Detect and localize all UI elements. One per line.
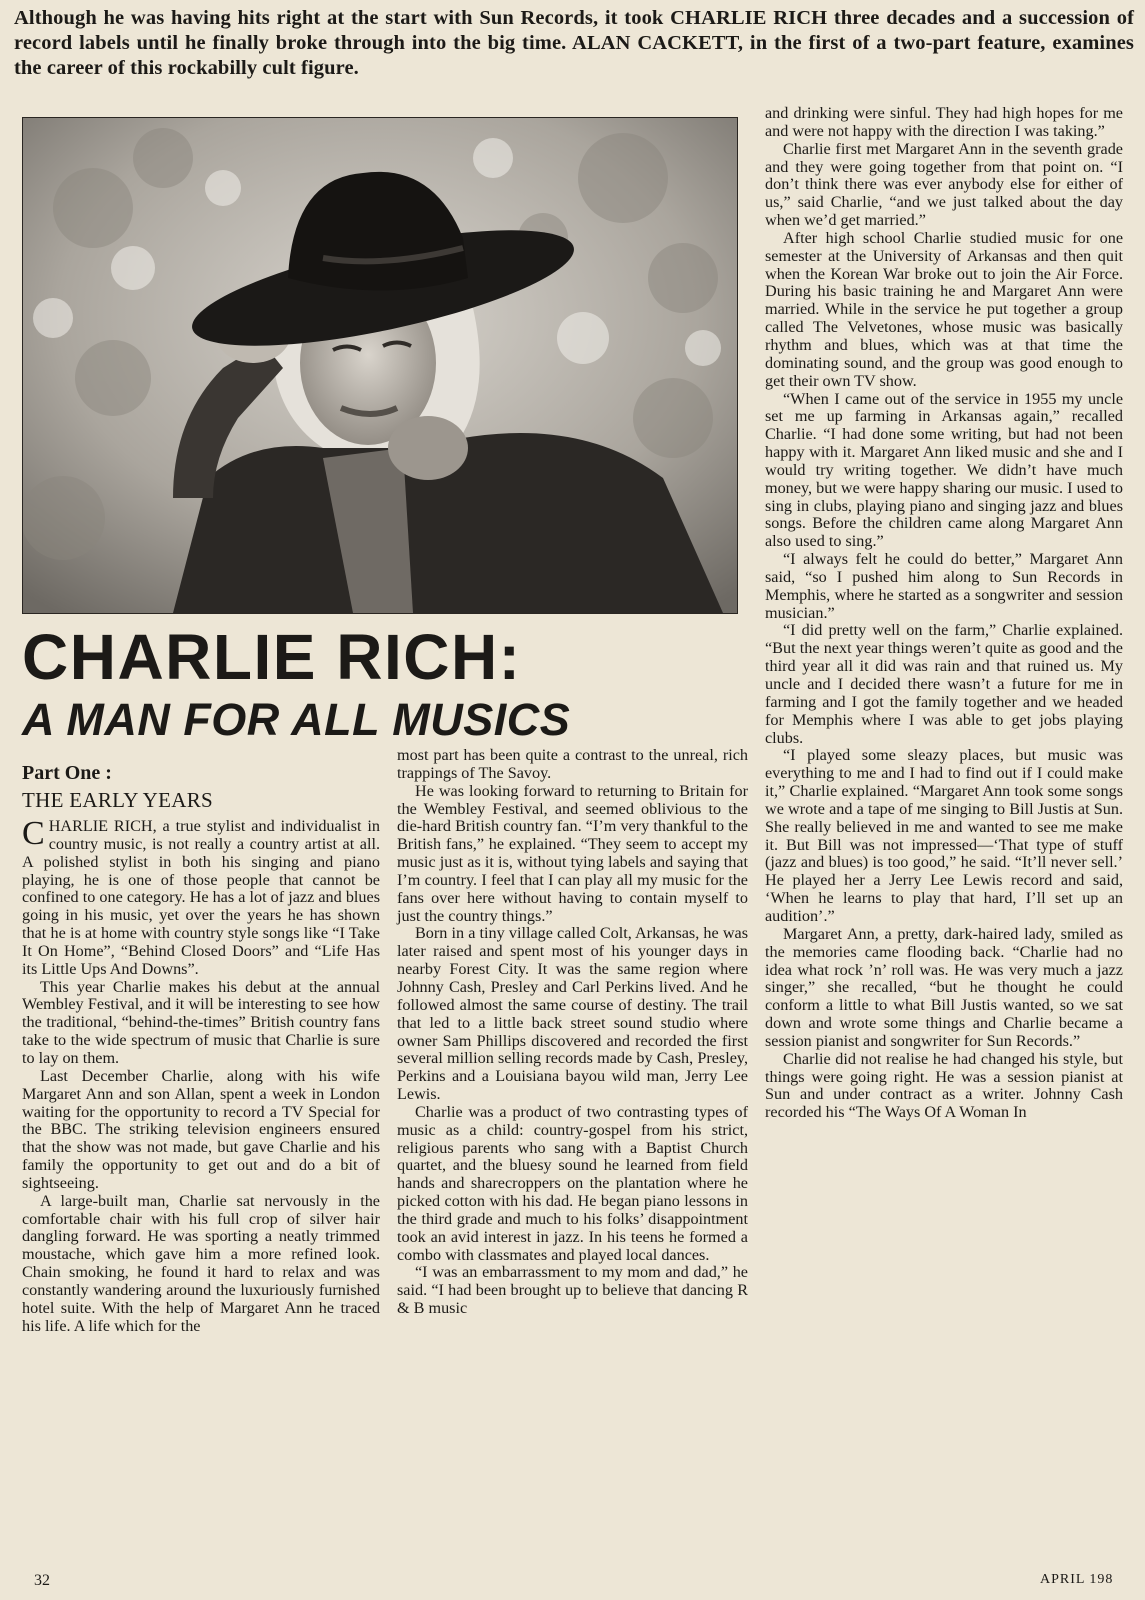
paragraph — [22, 815, 380, 979]
paragraph: most part has been quite a contrast to the unreal, rich trappings of The Savoy. — [397, 746, 748, 782]
paragraph: Last December Charlie, along with his wife Margaret Ann and son Allan, spent a week in London waiting for the opportunity to record a TV Special for the BBC. The striking television engineers ensured that the show was not made, but gave Charlie and his family the opportunity to get out and do a bit of sightseeing. — [22, 1066, 380, 1192]
article-column-1 — [22, 760, 380, 1335]
paragraph: “I always felt he could do better,” Margaret Ann said, “so I pushed him along to Sun Records in Memphis, where he started as a songwriter and session musician.” — [765, 550, 1123, 622]
article-column-2 — [397, 747, 748, 1318]
paragraph: and drinking were sinful. They had high hopes for me and were not happy with the direction I was taking.” — [765, 104, 1123, 140]
page-number: 32 — [34, 1572, 50, 1589]
headline: CHARLIE RICH: — [22, 621, 522, 693]
paragraph: He was looking forward to returning to Britain for the Wembley Festival, and seemed oblivious to the die-hard British country fan. “I’m very thankful to the British fans,” he explained. “They seem to accept my music just as it is, without tying labels and saying that I’m country. I feel that I can play all my music for the fans over here without having to contain myself to just the country things.” — [397, 781, 748, 925]
photo-image — [23, 118, 737, 613]
paragraph-text: HARLIE RICH, a true stylist and individualist in country music, is not really a country artist at all. A polished stylist in both his singing and piano playing, he is one of those people that cannot be confined to one category. He has a lot of jazz and blues going in his music, yet over the years he has shown that he is at home with country style songs like “I Take It On Home”, “Behind Closed Doors” and “Life Has its Little Ups And Downs”. — [22, 817, 380, 978]
paragraph: Charlie first met Margaret Ann in the seventh grade and they were going together from that point on. “I don’t think there was ever anybody else for either of us,” said Charlie, “and we just talked about the day when we’d get married.” — [765, 139, 1123, 230]
paragraph: Charlie was a product of two contrasting types of music as a child: country-gospel from his strict, religious parents who sang with a Baptist Church quartet, and the bluesy sound he learned from field hands and sharecroppers on the plantation where he picked cotton with his dad. He began piano lessons in the third grade and much to his folks’ disappointment took an avid interest in jazz. In his teens he formed a combo with classmates and played local dances. — [397, 1102, 748, 1264]
part-label: Part One : — [22, 762, 112, 784]
paragraph: “I played some sleazy places, but music was everything to me and I had to find out if I could make it,” Charlie explained. “Margaret Ann took some songs we wrote and a tape of me singing to Bill Justis at Sun. She really believed in me and wanted to see me make it. But Bill was not impressed—‘That type of stuff (jazz and blues) is too good,” he said. “It’ll never sell.’ He played her a Jerry Lee Lewis record and said, ‘When he learns to play that hard, I’ll set up an audition’.” — [765, 746, 1123, 925]
issue-date: APRIL 198 — [1040, 1572, 1114, 1587]
drop-cap: C — [22, 815, 45, 852]
charlie-rich-photo — [22, 117, 738, 614]
paragraph: “When I came out of the service in 1955 my uncle set me up farming in Arkansas again,” recalled Charlie. “I had done some writing, but had not been happy with it. Margaret Ann liked music and she and I would try writing together. We didn’t have much money, but we were happy sharing our music. I used to sing in clubs, playing piano and singing jazz and blues songs. Before the children came along Margaret Ann also used to sing.” — [765, 389, 1123, 551]
paragraph: This year Charlie makes his debut at the annual Wembley Festival, and it will be interesting to see how the traditional, “behind-the-times” British country fans take to the wide spectrum of music that Charlie is sure to lay on them. — [22, 977, 380, 1067]
paragraph: “I was an embarrassment to my mom and dad,” he said. “I had been brought up to believe that dancing R & B music — [397, 1263, 748, 1318]
paragraph: After high school Charlie studied music for one semester at the University of Arkansas and then quit when the Korean War broke out to join the Air Force. During his basic training he and Margaret Ann were married. While in the service he put together a group called The Velvetones, whose music was basically rhythm and blues, which was at that time the dominating sound, and the group was good enough to get their own TV show. — [765, 228, 1123, 390]
section-title: THE EARLY YEARS — [22, 788, 213, 812]
paragraph: Margaret Ann, a pretty, dark-haired lady, smiled as the memories came flooding back. “Charlie had no idea what rock ’n’ roll was. He was very much a jazz singer,” she recalled, “but he thought he could conform a little to what Bill Justis wanted, so we sat down and wrote some things and Charlie became a session pianist and songwriter for Sun Records.” — [765, 924, 1123, 1050]
paragraph: Born in a tiny village called Colt, Arkansas, he was later raised and spent most of his younger days in nearby Forest City. It was the same region where Johnny Cash, Presley and Carl Perkins lived. And he followed almost the same course of destiny. The trail that led to a little back street sound studio where owner Sam Phillips discovered and recorded the first several million selling records made by Cash, Presley, Perkins and a Louisiana bayou wild man, Jerry Lee Lewis. — [397, 924, 748, 1104]
subhead: A MAN FOR ALL MUSICS — [22, 694, 571, 745]
paragraph: Charlie did not realise he had changed his style, but things were going right. He was a session pianist at Sun and under contract as a writer. Johnny Cash recorded his “The Ways Of A Woman In — [765, 1049, 1123, 1122]
article-column-3 — [765, 105, 1123, 1122]
paragraph: A large-built man, Charlie sat nervously in the comfortable chair with his full crop of silver hair dangling forward. He was sporting a neatly trimmed moustache, which gave him a more refined look. Chain smoking, he found it hard to relax and was constantly wandering around the luxuriously furnished hotel suite. With the help of Margaret Ann he traced his life. A life which for the — [22, 1191, 380, 1335]
paragraph: “I did pretty well on the farm,” Charlie explained. “But the next year things weren’t quite as good and the third year all it did was rain and that ruined us. My uncle and I decided there wasn’t a future for me in farming and I got the family together and we headed for Memphis where I was able to get jobs playing clubs. — [765, 621, 1123, 747]
standfirst: Although he was having hits right at the start with Sun Records, it took CHARLIE RICH three decades and a succession of record labels until he finally broke through into the big time. ALAN CACKETT, in the first of a two-part feature, examines the career of this rockabilly cult figure. — [14, 7, 1134, 79]
